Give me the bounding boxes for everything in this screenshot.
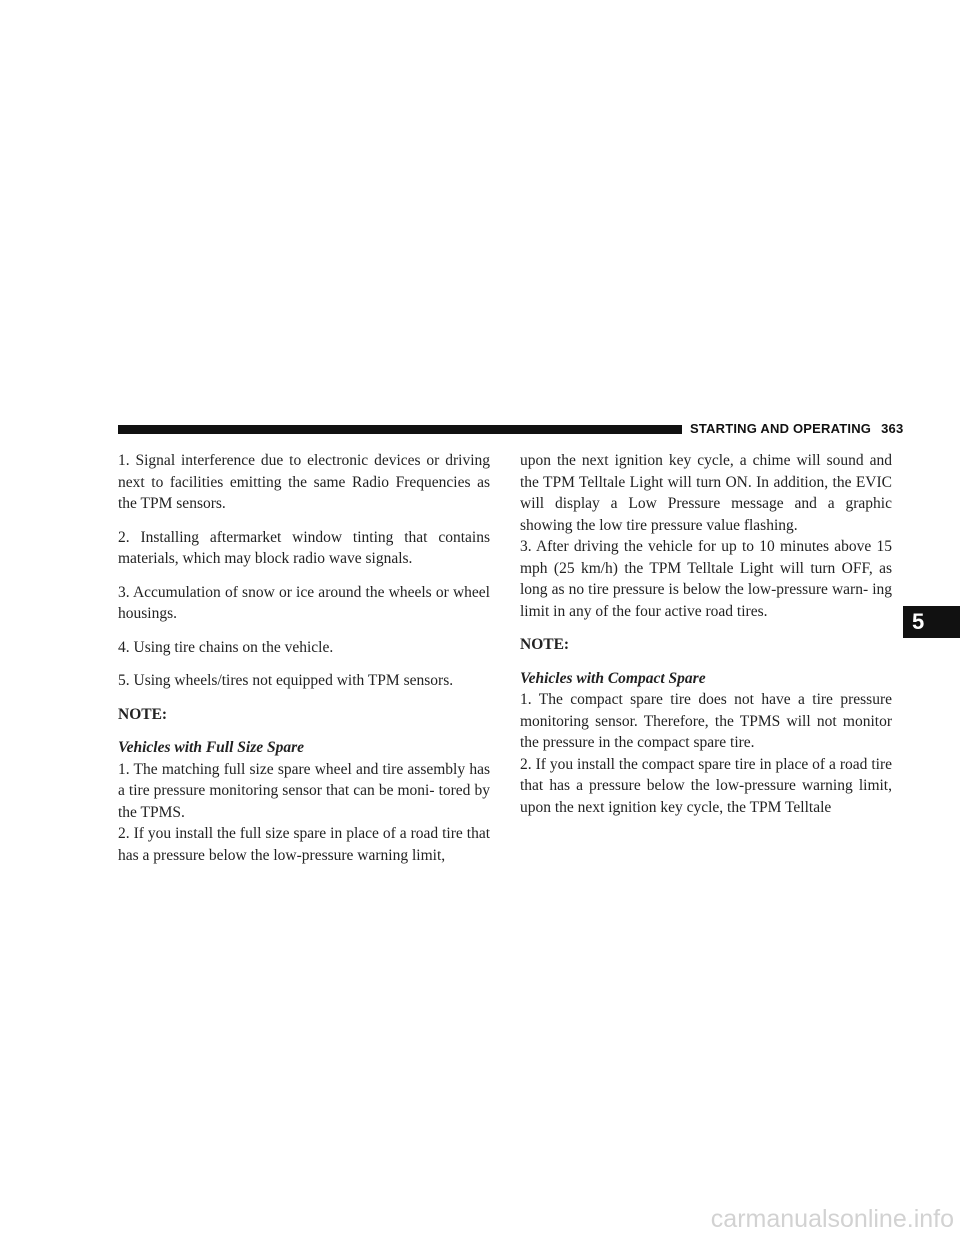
header-rule [118,425,682,434]
note-item: 2. If you install the compact spare tire in place of a road tire that has a pressure below the low-pressure warning limit, upon the next ignition key cycle, the TPM Telltale [520,755,892,816]
note-label: NOTE: [520,636,570,653]
note-subheading: Vehicles with Full Size Spare [118,739,305,756]
running-header [690,421,903,436]
chapter-tab: 5 [903,606,960,638]
note-item: 2. If you install the full size spare in place of a road tire that has a pressure below the low-pressure warning limit, [118,825,490,864]
note-label: NOTE: [118,705,168,723]
note-item: 1. The matching full size spare wheel and tire assembly has a tire pressure monitoring sensor that can be moni- tored by the TPMS. [118,760,490,821]
list-item: 3. Accumulation of snow or ice around the wheels or wheel housings. [118,583,490,622]
watermark: carmanualsonline.info [710,1205,954,1233]
section-title: STARTING AND OPERATING [690,421,872,436]
page-number: 363 [881,421,904,436]
right-column [520,450,892,818]
list-item: 1. Signal interference due to electronic devices or driving next to facilities emitting the same Radio Frequencies as the TPM sensors. [118,452,490,512]
list-item: 4. Using tire chains on the vehicle. [118,638,334,656]
note-item: 1. The compact spare tire does not have a tire pressure monitoring sensor. Therefore, the TPMS will not monitor the pressure in the compact spare tire. [520,691,892,751]
list-item: 5. Using wheels/tires not equipped with TPM sensors. [118,672,454,689]
list-item: 2. Installing aftermarket window tinting that contains materials, which may block radio wave signals. [118,528,490,567]
continued-paragraph: upon the next ignition key cycle, a chime will sound and the TPM Telltale Light will turn ON. In addition, the EVIC will display a Low Pressure message and a graphic showing the low tire pressure value flashing. [520,452,892,534]
note-subheading: Vehicles with Compact Spare [520,669,706,687]
list-item: 3. After driving the vehicle for up to 10 minutes above 15 mph (25 km/h) the TPM Telltale Light will turn OFF, as long as no tire pressure is below the low-pressure warn- ing limit in any of the four active road tires. [520,538,892,620]
left-column [118,450,490,866]
